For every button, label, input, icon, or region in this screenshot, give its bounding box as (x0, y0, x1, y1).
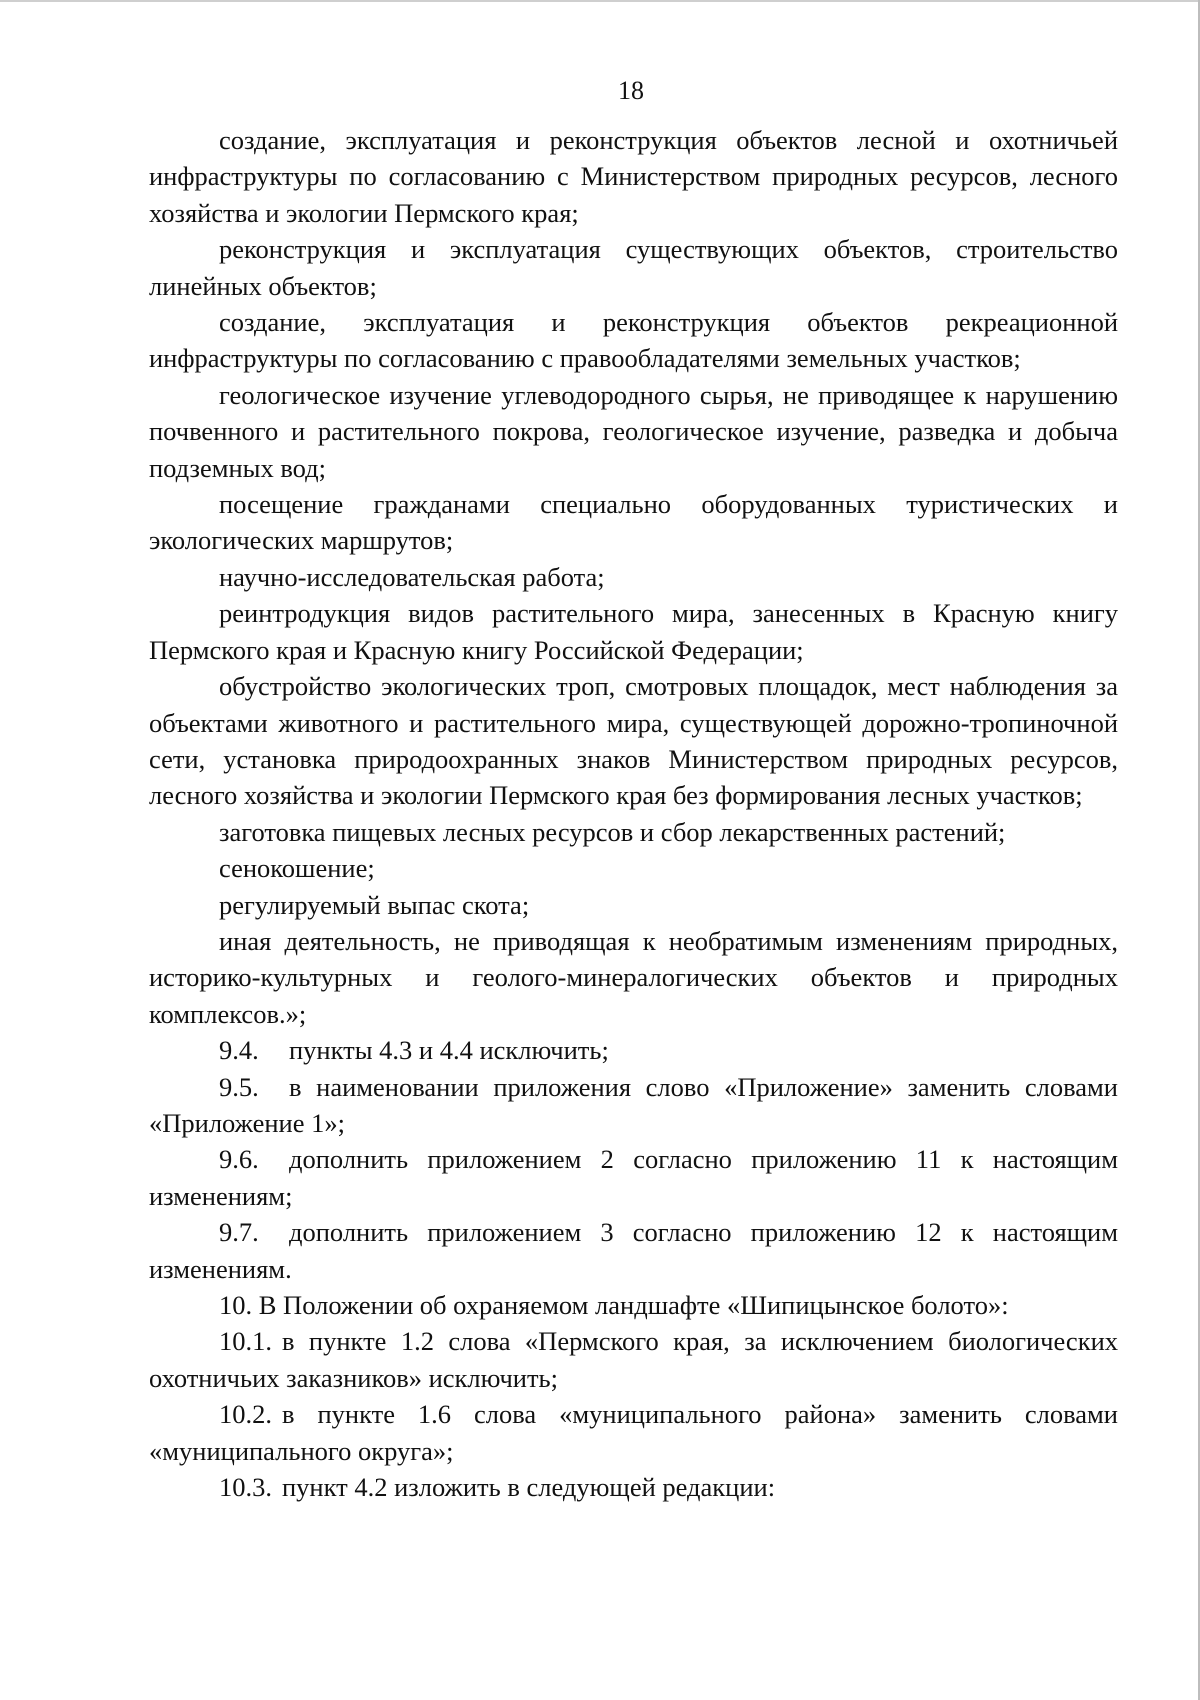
numbered-paragraph: 10.3. пункт 4.2 изложить в следующей редакции: (149, 1469, 1118, 1505)
numbered-paragraph: 9.5. в наименовании приложения слово «Приложение» заменить словами «Приложение 1»; (149, 1069, 1118, 1142)
item-number: 9.6. (219, 1144, 259, 1175)
item-number: 9.5. (219, 1071, 259, 1102)
document-body (149, 122, 1118, 1505)
page-number: 18 (618, 76, 644, 105)
paragraph: регулируемый выпас скота; (219, 889, 530, 920)
numbered-paragraph: 10.2. в пункте 1.6 слова «муниципального района» заменить словами «муниципального округа»; (149, 1396, 1118, 1469)
paragraph: обустройство экологических троп, смотровых площадок, мест наблюдения за объектами животного и растительного мира, существующей дорожно-тропиночной сети, установка природоохранных знаков Министерством природных ресурсов, лесного хозяйства и экологии Пермского края без формирования лесных участков; (149, 671, 1118, 811)
paragraph: реинтродукция видов растительного мира, занесенных в Красную книгу Пермского края и Красную книгу Российской Федерации; (149, 598, 1118, 665)
paragraph: геологическое изучение углеводородного сырья, не приводящее к нарушению почвенного и растительного покрова, геологическое изучение, разведка и добыча подземных вод; (149, 379, 1118, 483)
numbered-paragraph: 9.6. дополнить приложением 2 согласно приложению 11 к настоящим изменениям; (149, 1141, 1118, 1214)
numbered-paragraph: 9.7. дополнить приложением 3 согласно приложению 12 к настоящим изменениям. (149, 1214, 1118, 1287)
paragraph: заготовка пищевых лесных ресурсов и сбор лекарственных растений; (219, 816, 1006, 847)
paragraph: реконструкция и эксплуатация существующих объектов, строительство линейных объектов; (149, 234, 1118, 301)
paragraph: научно-исследовательская работа; (219, 561, 605, 592)
paragraph: создание, эксплуатация и реконструкция объектов лесной и охотничьей инфраструктуры по согласованию с Министерством природных ресурсов, лесного хозяйства и экологии Пермского края; (149, 125, 1118, 228)
item-number: 9.4. (219, 1035, 259, 1066)
numbered-paragraph: 9.4. пункты 4.3 и 4.4 исключить; (149, 1032, 1118, 1068)
paragraph: иная деятельность, не приводящая к необратимым изменениям природных, историко-культурных и геолого-минералогических объектов и природных комплексов.»; (149, 925, 1118, 1029)
item-number: 9.7. (219, 1217, 259, 1248)
item-number: 10.3. (219, 1472, 272, 1503)
paragraph: сенокошение; (219, 853, 375, 884)
paragraph: создание, эксплуатация и реконструкция объектов рекреационной инфраструктуры по согласованию с правообладателями земельных участков; (149, 307, 1118, 374)
numbered-paragraph: 10.1. в пункте 1.2 слова «Пермского края, за исключением биологических охотничьих заказников» исключить; (149, 1323, 1118, 1396)
page-top-edge (0, 0, 1200, 2)
paragraph: посещение гражданами специально оборудованных туристических и экологических маршрутов; (149, 489, 1118, 556)
section-heading-paragraph: 10. В Положении об охраняемом ландшафте «Шипицынское болото»: (219, 1290, 1009, 1320)
item-number: 10.2. (219, 1399, 272, 1430)
item-number: 10.1. (219, 1326, 272, 1357)
